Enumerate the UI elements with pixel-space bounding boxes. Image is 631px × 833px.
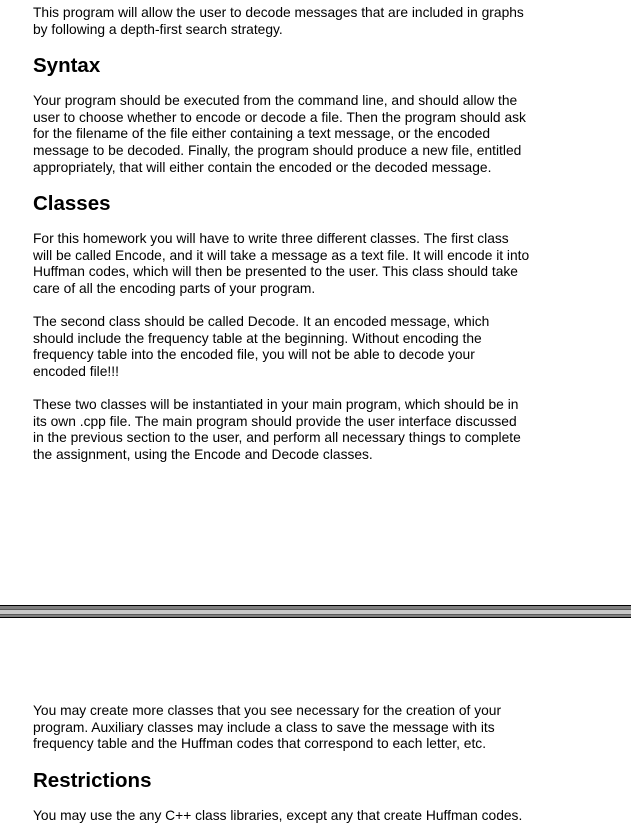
classes-para3-line: These two classes will be instantiated in your main program, which should be in xyxy=(33,397,519,413)
classes-para2-line: encoded file!!! xyxy=(33,363,119,379)
classes-para1-line: Huffman codes, which will then be presented to the user. This class should take xyxy=(33,264,518,280)
more-classes-line: program. Auxiliary classes may include a class to save the message with its xyxy=(33,719,495,735)
syntax-line: appropriately, that will either contain the encoded or the decoded message. xyxy=(33,159,492,175)
classes-para2-line: frequency table into the encoded file, you will not be able to decode your xyxy=(33,347,475,363)
classes-para3-line: its own .cpp file. The main program should provide the user interface discussed xyxy=(33,413,517,429)
more-classes-line: frequency table and the Huffman codes that correspond to each letter, etc. xyxy=(33,736,487,752)
intro-line: This program will allow the user to decode messages that are included in graphs xyxy=(33,5,524,20)
page-2-content xyxy=(33,703,593,824)
syntax-line: for the filename of the file either containing a text message, or the encoded xyxy=(33,126,491,142)
paragraph-gap xyxy=(33,381,593,398)
classes-para1-line: care of all the encoding parts of your program. xyxy=(33,280,316,296)
classes-para2-line: The second class should be called Decode. It an encoded message, which xyxy=(33,314,490,330)
page-1-content xyxy=(33,5,593,463)
syntax-heading: Syntax xyxy=(33,54,101,78)
restrictions-heading: Restrictions xyxy=(33,768,152,792)
classes-heading: Classes xyxy=(33,192,111,216)
syntax-line: user to choose whether to encode or decode a file. Then the program should ask xyxy=(33,109,526,125)
restrictions-line: You may use the any C++ class libraries, except any that create Huffman codes. xyxy=(33,807,523,823)
classes-para3-line: in the previous section to the user, and perform all necessary things to complete xyxy=(33,430,521,446)
classes-para3-line: the assignment, using the Encode and Decode classes. xyxy=(33,446,373,462)
paragraph-gap xyxy=(33,298,593,315)
page-break-separator xyxy=(0,605,631,618)
syntax-line: Your program should be executed from the command line, and should allow the xyxy=(33,93,518,109)
classes-para2-line: should include the frequency table at the beginning. Without encoding the xyxy=(33,330,482,346)
intro-line: by following a depth-first search strategy. xyxy=(33,21,283,37)
more-classes-line: You may create more classes that you see necessary for the creation of your xyxy=(33,703,502,718)
classes-para1-line: will be called Encode, and it will take a message as a text file. It will encode it into xyxy=(33,247,530,263)
syntax-line: message to be decoded. Finally, the program should produce a new file, entitled xyxy=(33,142,522,158)
page-break-inner xyxy=(0,609,631,615)
document-page-2 xyxy=(0,618,631,833)
classes-para1-line: For this homework you will have to write three different classes. The first class xyxy=(33,231,509,247)
